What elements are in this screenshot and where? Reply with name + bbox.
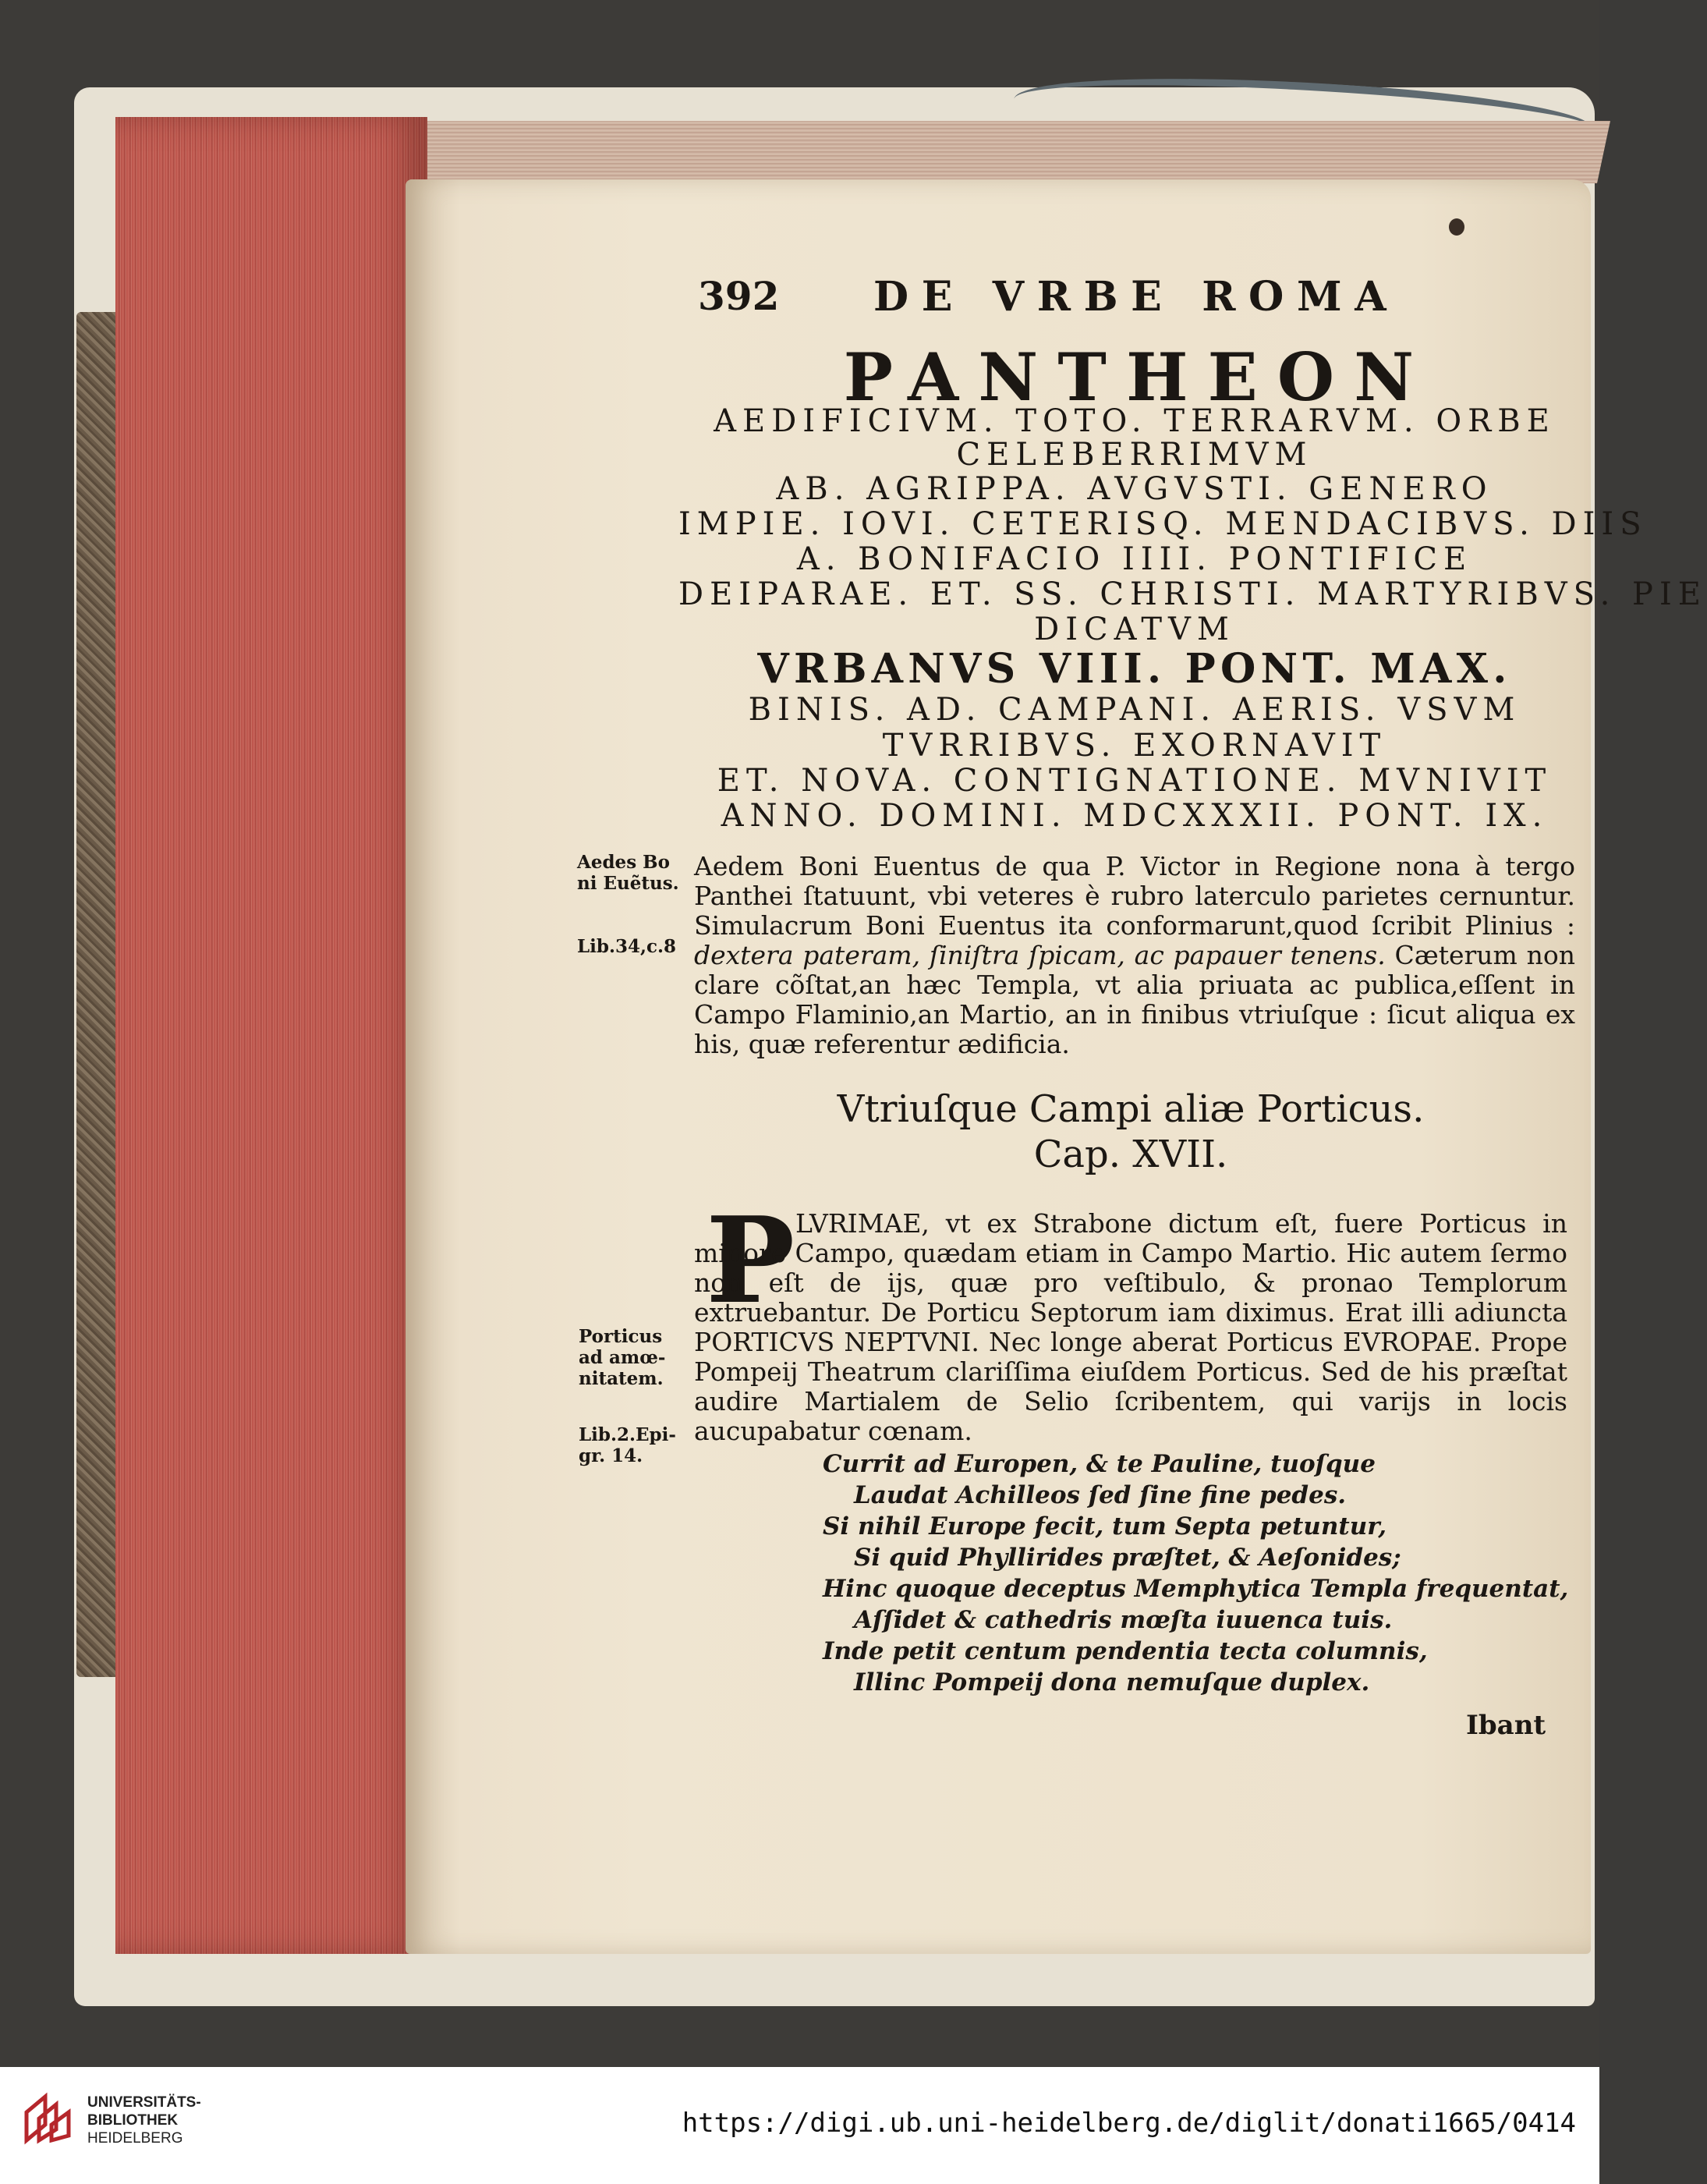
page-number: 392 — [698, 273, 780, 319]
margin-note: ad amœ- — [579, 1347, 666, 1368]
ink-spot — [1449, 218, 1464, 236]
paragraph-text: LVRIMAE, vt ex Strabone dictum eſt, fuere Porticus in minore Campo, quædam etiam in Campo Martio. Hic autem ſermo non eſt de ijs, quæ pro veſtibulo, & pronao Templorum extruebantur. De Porticu Septorum iam diximus. Erat illi adiuncta PORTICVS NEPTVNI. Nec longe aberat Porticus EVROPAE. Prope Pompeij Theatrum clariſſima eiuſdem Porticus. Sed de his præſtat audire Martialem de Selio ſcribentem, qui varijs in locis aucupabatur cœnam. — [694, 1208, 1567, 1446]
margin-note: gr. 14. — [579, 1445, 643, 1466]
verse-line: Si nihil Europe fecit, tum Septa petuntur, — [823, 1512, 1387, 1540]
inscription-line: CELEBERRIMVM — [956, 437, 1313, 473]
inscription-line: ET. NOVA. CONTIGNATIONE. MVNIVIT — [717, 763, 1553, 799]
inscription-line: ANNO. DOMINI. MDCXXXII. PONT. IX. — [721, 798, 1549, 834]
permalink-url[interactable]: https://digi.ub.uni-heidelberg.de/diglit/donati1665/0414 — [682, 2108, 1576, 2139]
inscription-line: DEIPARAE. ET. SS. CHRISTI. MARTYRIBVS. PIE — [678, 576, 1707, 612]
inscription-line: DICATVM — [1034, 612, 1235, 647]
inscription-line: AB. AGRIPPA. AVGVSTI. GENERO — [776, 471, 1493, 507]
margin-note: Lib.2.Epi- — [579, 1424, 676, 1445]
verse-line: Illinc Pompeij dona nemuſque duplex. — [854, 1668, 1370, 1696]
running-head-title: DE VRBE ROMA — [873, 273, 1400, 321]
verse-line: Inde petit centum pendentia tecta columnis, — [823, 1637, 1428, 1665]
inscription-title: PANTHEON — [843, 339, 1434, 416]
institution-line: HEIDELBERG — [87, 2130, 183, 2147]
margin-note: Porticus — [579, 1326, 663, 1347]
red-page-edges — [115, 117, 427, 1954]
verse-line: Hinc quoque deceptus Memphytica Templa frequentat, — [823, 1575, 1569, 1603]
paragraph-text: Aedem Boni Euentus de qua P. Victor in Regione nona à tergo Panthei ſtatuunt, vbi veteres è rubro laterculo parietes cernuntur. Simulacrum Boni Euentus ita conformarunt,quod ſcribit Plinius : — [694, 851, 1575, 941]
catchword: Ibant — [1466, 1710, 1546, 1741]
inscription-line: AEDIFICIVM. TOTO. TERRARVM. ORBE — [714, 403, 1556, 439]
institution-line: BIBLIOTHEK — [87, 2112, 179, 2129]
institution-name — [87, 2094, 201, 2147]
chapter-number: Cap. XVII. — [1033, 1133, 1228, 1176]
institution-line: UNIVERSITÄTS- — [87, 2094, 201, 2111]
verse-line: Si quid Phyllirides præſtet, & Aeſonides; — [854, 1544, 1401, 1572]
paragraph-quote: dextera pateram, ſiniſtra ſpicam, ac papauer tenens. — [694, 940, 1386, 970]
paragraph-porticus — [694, 1209, 1567, 1446]
viewer-footer — [0, 2067, 1599, 2184]
drop-capital: P — [706, 1190, 795, 1330]
inscription-line: A. BONIFACIO IIII. PONTIFICE — [796, 541, 1473, 577]
margin-note: Lib.34,c.8 — [577, 936, 677, 957]
paragraph-aedes — [694, 852, 1575, 1059]
verse-line: Aſſidet & cathedris mœſta iuuenca tuis. — [854, 1606, 1393, 1634]
chapter-heading: Vtriuſque Campi aliæ Porticus. — [837, 1087, 1425, 1131]
margin-note: Aedes Bo — [577, 852, 670, 873]
verse-line: Currit ad Europen, & te Pauline, tuoſque — [823, 1450, 1376, 1478]
inscription-line: BINIS. AD. CAMPANI. AERIS. VSVM — [748, 692, 1521, 728]
university-logo-icon — [22, 2092, 75, 2145]
inscription-line: TVRRIBVS. EXORNAVIT — [882, 728, 1387, 764]
paragraph-text: Cæterum non clare cõſtat,an hæc Templa, vt alia priuata ac publica,eſſent in Campo Flaminio,an Martio, an in finibus vtriuſque : ſicut aliqua ex his, quæ referentur ædificia. — [694, 940, 1575, 1059]
verse-line: Laudat Achilleos ſed ſine fine pedes. — [854, 1481, 1347, 1509]
margin-note: ni Euẽtus. — [577, 873, 679, 894]
inscription-line: IMPIE. IOVI. CETERISQ. MENDACIBVS. DIIS — [678, 506, 1648, 542]
inscription-pope: VRBANVS VIII. PONT. MAX. — [757, 645, 1512, 693]
margin-note: nitatem. — [579, 1368, 664, 1389]
